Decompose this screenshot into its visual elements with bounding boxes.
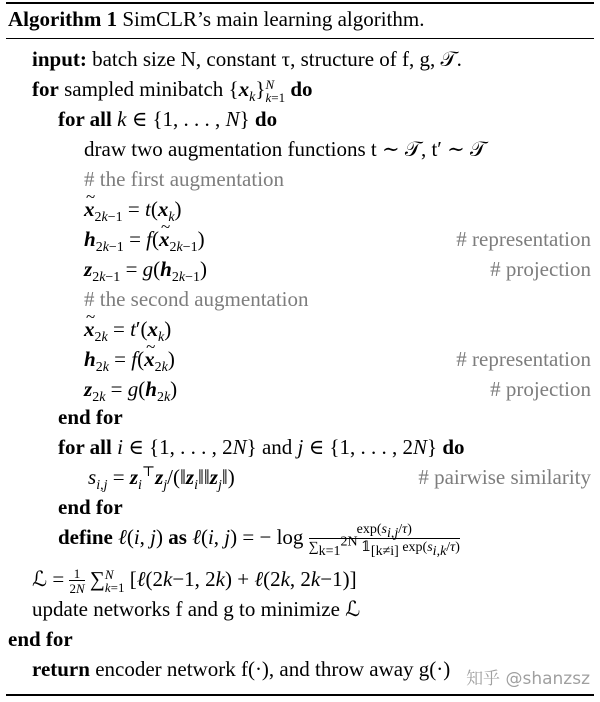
h-2k-1-formula: $h_{2k-1}$ = f(~ $x_{2k-1}$) — [84, 224, 205, 254]
bottom-rule — [6, 694, 594, 696]
line-h-2k — [0, 344, 600, 374]
line-draw-augmentations — [0, 134, 600, 164]
do-keyword: do — [254, 107, 278, 131]
z-2k-1-formula: $z_{2k-1} = g(h_{2k-1})$ — [84, 257, 207, 286]
end-for-keyword: end for — [58, 405, 123, 429]
return-keyword: return — [32, 657, 90, 681]
caption-rule — [6, 38, 594, 39]
return-text: encoder network f(·), and throw away g(·) — [95, 657, 451, 681]
line-define-loss — [0, 522, 600, 559]
end-for-keyword: end for — [8, 627, 73, 651]
total-loss-formula: ℒ = $\frac{1}{2N}$ ∑ N k=1 [ℓ(2k−1, 2k) + ℓ(2k, 2k−1)] — [32, 566, 357, 597]
line-similarity — [0, 462, 600, 492]
draw-augmentations-text: draw two augmentation functions t ∼ 𝒯, t′ ∼ 𝒯 — [84, 137, 487, 161]
k-range-formula: k ∈ {1, . . . , N} — [117, 107, 250, 131]
algorithm-caption — [8, 5, 424, 33]
line-x-2k-1 — [0, 194, 600, 224]
similarity-formula: $s_{i,j}$ = $z_i^⊤z_j/(‖z_i‖‖z_j‖)$ — [88, 465, 235, 494]
line-end-for-outer — [0, 624, 600, 654]
j-range-formula: j ∈ {1, . . . , 2N} — [297, 435, 438, 459]
first-aug-comment: # the first augmentation — [84, 167, 285, 191]
loss-symbol: ℓ(i, j) — [118, 525, 164, 549]
x-2k-formula: ~ $x_{2k} = t'(x_k)$ — [84, 314, 171, 344]
projection-comment: # projection — [490, 257, 591, 281]
end-for-keyword: end for — [58, 495, 123, 519]
input-text: batch size N, constant τ, structure of f, g, 𝒯. — [92, 47, 462, 71]
minibatch-set-formula: $\{x_k\}$ N k=1 — [228, 77, 286, 106]
input-keyword: input: — [32, 47, 87, 71]
line-outer-for — [0, 74, 600, 104]
i-range-formula: i ∈ {1, . . . , 2N} — [117, 435, 257, 459]
line-z-2k — [0, 374, 600, 404]
projection-comment: # projection — [490, 377, 591, 401]
line-update-networks — [0, 594, 600, 624]
representation-comment: # representation — [456, 227, 591, 251]
z-2k-formula: $z_{2k} = g(h_{2k})$ — [84, 377, 178, 406]
do-keyword: do — [442, 435, 465, 459]
representation-comment: # representation — [456, 347, 591, 371]
do-keyword: do — [290, 77, 313, 101]
define-keyword: define — [58, 525, 113, 549]
line-z-2k-1 — [0, 254, 600, 284]
line-for-all-ij — [0, 432, 600, 462]
pairwise-similarity-comment: # pairwise similarity — [418, 465, 591, 489]
update-networks-text: update networks f and g to minimize ℒ — [32, 597, 361, 621]
line-x-2k — [0, 314, 600, 344]
line-input — [0, 44, 600, 74]
for-all-keyword: for all — [58, 107, 112, 131]
line-for-all-k — [0, 104, 600, 134]
for-all-keyword: for all — [58, 435, 112, 459]
and-word: and — [261, 435, 293, 459]
line-end-for-inner-1 — [0, 402, 600, 432]
algorithm-title: SimCLR’s main learning algorithm. — [122, 7, 425, 31]
second-aug-comment: # the second augmentation — [84, 287, 309, 311]
top-rule — [6, 2, 594, 4]
algorithm-number: Algorithm 1 — [8, 7, 118, 31]
h-2k-formula: $h_{2k}$ = f(~ $x_{2k}$) — [84, 344, 175, 374]
sampled-minibatch-text: sampled minibatch — [64, 77, 224, 101]
loss-formula: ℓ(i, j) = − log $\frac{\exp(s_{i,j}/\tau)}{\sum_{k=1}^{2N} 𝟙_{[k\ne i]} \exp(s_{i,k}/\tau)}$ — [192, 522, 460, 559]
line-total-loss — [0, 564, 600, 597]
x-2k-1-formula: ~ $x_{2k-1} = t(x_k)$ — [84, 194, 182, 224]
for-keyword: for — [32, 77, 59, 101]
line-h-2k-1 — [0, 224, 600, 254]
watermark: 知乎 @shanzsz — [466, 669, 590, 689]
as-keyword: as — [168, 525, 187, 549]
line-end-for-inner-2 — [0, 492, 600, 522]
